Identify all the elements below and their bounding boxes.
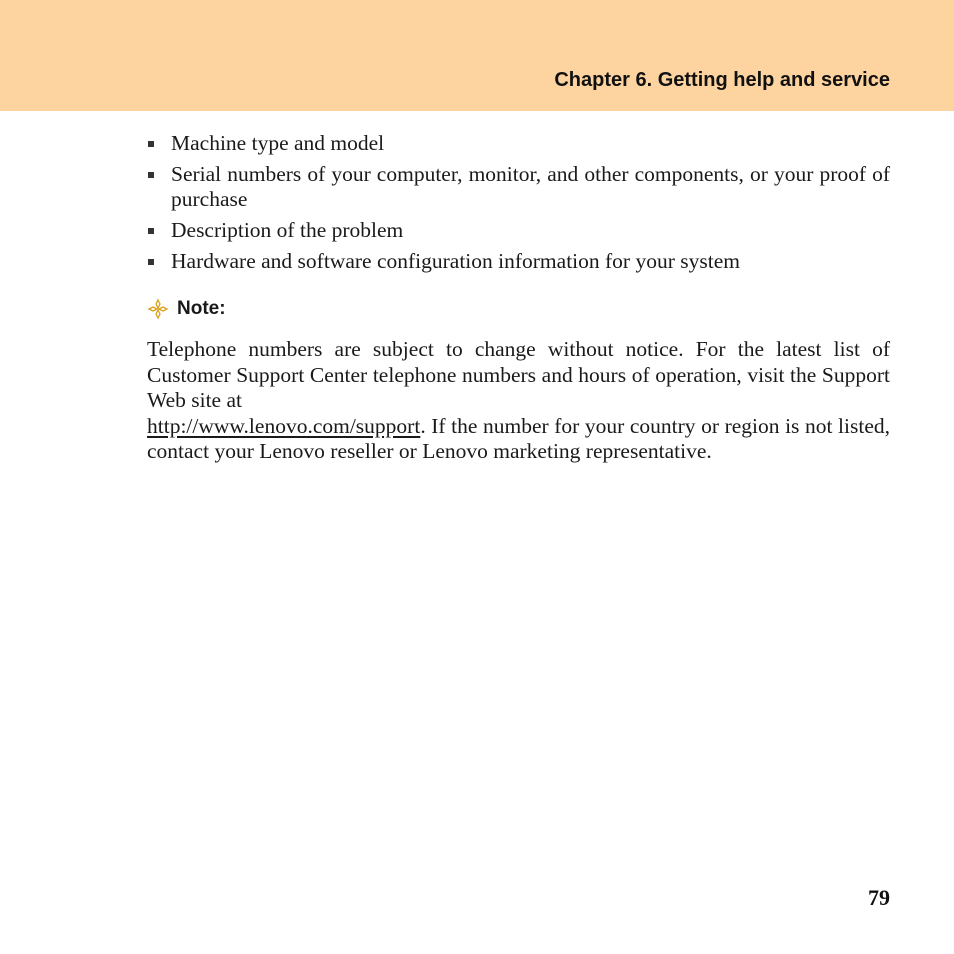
note-heading (147, 296, 890, 321)
list-item-text: Machine type and model (171, 131, 385, 155)
list-item (147, 131, 890, 156)
chapter-header-band (0, 0, 954, 111)
square-bullet-icon (148, 172, 154, 178)
list-item (147, 218, 890, 243)
list-item-text: Description of the problem (171, 218, 404, 242)
list-item (147, 249, 890, 274)
list-item (147, 162, 890, 212)
diamond-sparkle-icon (147, 298, 169, 320)
bullet-list (147, 131, 890, 274)
support-link[interactable]: http://www.lenovo.com/support (147, 413, 421, 438)
note-label: Note: (177, 298, 226, 319)
square-bullet-icon (148, 259, 154, 265)
note-body (147, 337, 890, 465)
square-bullet-icon (148, 228, 154, 234)
page-number: 79 (868, 885, 890, 910)
list-item-text: Serial numbers of your computer, monitor, and other components, or your proof of purchase (171, 162, 890, 211)
page-content (147, 131, 890, 465)
note-text-continued: . If the number for your country or region is not listed, contact your Lenovo reseller or Lenovo marketing representative. (147, 413, 890, 463)
square-bullet-icon (148, 141, 154, 147)
note-text: Telephone numbers are subject to change without notice. For the latest list of Customer Support Center telephone numbers and hours of operation, visit the Support Web site at (147, 337, 890, 412)
chapter-title: Chapter 6. Getting help and service (554, 69, 890, 91)
list-item-text: Hardware and software configuration information for your system (171, 249, 740, 273)
